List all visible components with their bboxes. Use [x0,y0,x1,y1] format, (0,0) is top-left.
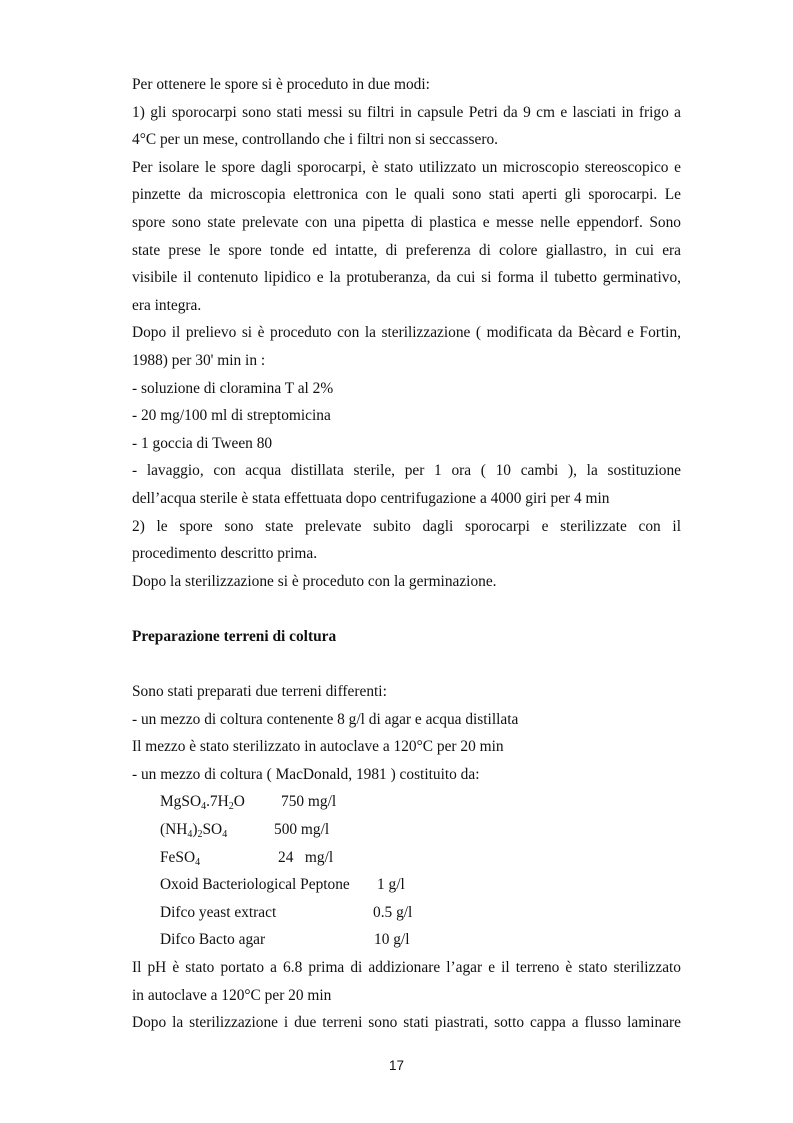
section-heading: Preparazione terreni di coltura [132,627,337,645]
method-1-line-2: 4°C per un mese, controllando che i filtri non si seccassero. [132,131,499,149]
media-agar-sterilization: Il mezzo è stato sterilizzato in autoclave a 120°C per 20 min [132,738,504,756]
recipe-row [160,926,681,954]
bullet-tween: - 1 goccia di Tween 80 [132,434,273,452]
isolation-line-5: visibile il contenuto lipidico e la protuberanza, da cui si forma il tubetto germinativo, [132,269,681,287]
recipe-ingredient: Difco yeast extract [160,903,277,921]
isolation-line-1: Per isolare le spore dagli sporocarpi, è stato utilizzato un microscopio stereoscopico e [132,158,681,176]
plating-line: Dopo la sterilizzazione i due terreni sono stati piastrati, sotto cappa a flusso laminare [132,1014,681,1032]
recipe-ingredient: $MgSO_4.7H_2O$ [160,793,245,813]
recipe-row [160,871,681,899]
bullet-lavaggio-line-2: dell’acqua sterile è stata effettuata dopo centrifugazione a 4000 giri per 4 min [132,489,610,507]
recipe-ingredient: Oxoid Bacteriological Peptone [160,876,350,894]
method-1-line-1: 1) gli sporocarpi sono stati messi su filtri in capsule Petri da 9 cm e lasciati in frigo a [132,103,681,121]
bullet-cloramina: - soluzione di cloramina T al 2% [132,379,334,397]
method-2-line-1: 2) le spore sono state prelevate subito dagli sporocarpi e sterilizzate con il [132,517,681,535]
page-number: 17 [388,1058,405,1073]
recipe-amount: 1 g/l [377,876,405,894]
recipe-amount: 750 mg/l [281,793,337,811]
recipe-table [132,788,681,954]
ph-line-2: in autoclave a 120°C per 20 min [132,986,332,1004]
isolation-line-4: state prese le spore tonde ed intatte, di preferenza di colore giallastro, in cui era [132,241,681,259]
isolation-line-3: spore sono state prelevate con una pipetta di plastica e messe nelle eppendorf. Sono [132,213,681,231]
spacer [132,650,681,678]
isolation-line-2: pinzette da microscopia elettronica con le quali sono stati aperti gli sporocarpi. Le [132,186,681,204]
recipe-ingredient: Difco Bacto agar [160,931,266,949]
recipe-amount: 500 mg/l [274,821,330,839]
media-macdonald: - un mezzo di coltura ( MacDonald, 1981 ) costituito da: [132,765,480,783]
recipe-ingredient: FeSO$_4$ [160,848,201,868]
germination-line: Dopo la sterilizzazione si è proceduto con la germinazione. [132,572,497,590]
sterilization-line-2: 1988) per 30' min in : [132,351,266,369]
recipe-amount: 24 mg/l [278,848,334,866]
paragraph-intro: Per ottenere le spore si è proceduto in due modi: [132,76,430,93]
ph-line-1: Il pH è stato portato a 6.8 prima di addizionare l’agar e il terreno è stato sterilizzato [132,959,681,976]
media-intro: Sono stati preparati due terreni differenti: [132,683,387,701]
method-2-line-2: procedimento descritto prima. [132,545,318,563]
spacer [132,595,681,623]
recipe-ingredient: $(NH_4)_2SO_4$ [160,821,228,841]
recipe-row [160,816,681,844]
bullet-lavaggio-line-1: - lavaggio, con acqua distillata sterile, per 1 ora ( 10 cambi ), la sostituzione [132,462,681,480]
media-agar: - un mezzo di coltura contenente 8 g/l di agar e acqua distillata [132,710,519,728]
recipe-row [160,899,681,927]
document-page [132,71,681,1037]
recipe-amount: 10 g/l [374,931,410,949]
isolation-line-6: era integra. [132,296,202,314]
recipe-row [160,844,681,872]
recipe-row [160,788,681,816]
recipe-amount: 0.5 g/l [373,903,413,921]
sterilization-line-1: Dopo il prelievo si è proceduto con la sterilizzazione ( modificata da Bècard e Fortin, [132,324,681,342]
bullet-streptomicina: - 20 mg/100 ml di streptomicina [132,407,331,425]
